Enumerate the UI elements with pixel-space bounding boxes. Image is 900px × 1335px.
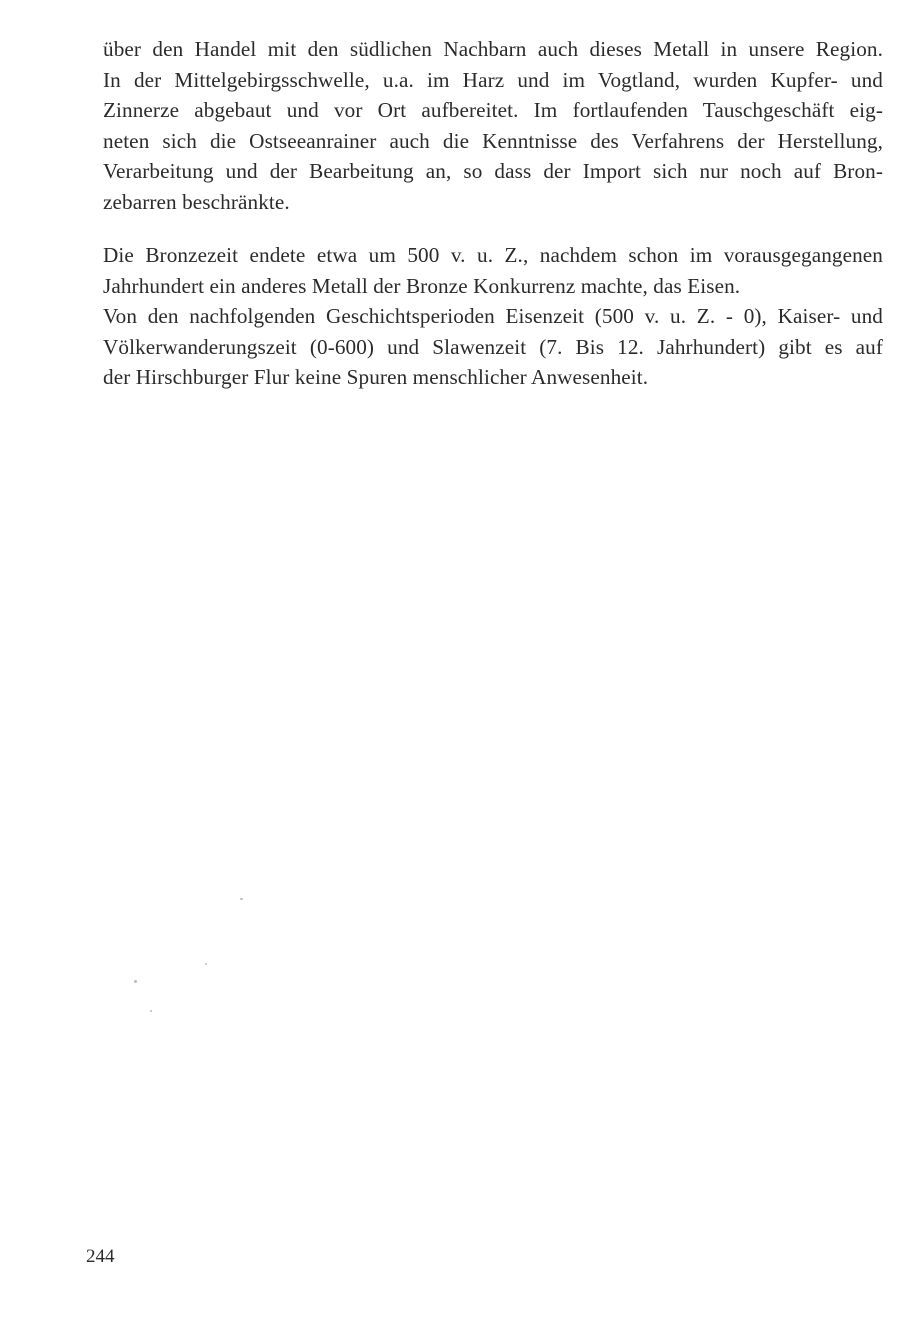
paragraph-1 — [103, 34, 883, 218]
text-line: Völkerwanderungszeit (0-600) und Slawenzeit (7. Bis 12. Jahrhundert) gibt es auf — [103, 334, 883, 359]
scan-speck — [134, 980, 137, 983]
text-line: Jahrhundert ein anderes Metall der Bronze Konkurrenz machte, das Eisen. — [103, 273, 741, 298]
text-line: Von den nachfolgenden Geschichtsperioden Eisenzeit (500 v. u. Z. - 0), Kaiser- und — [103, 304, 883, 329]
text-line: Verarbeitung und der Bearbeitung an, so dass der Import sich nur noch auf Bron- — [103, 159, 883, 184]
text-line: über den Handel mit den südlichen Nachbarn auch dieses Metall in unsere Region. — [103, 37, 883, 61]
text-line: der Hirschburger Flur keine Spuren menschlicher Anwesenheit. — [103, 365, 649, 390]
text-line: Die Bronzezeit endete etwa um 500 v. u. Z., nachdem schon im vorausgegangenen — [103, 243, 883, 267]
text-line: In der Mittelgebirgsschwelle, u.a. im Harz und im Vogtland, wurden Kupfer- und — [103, 67, 883, 92]
scan-speck — [240, 898, 243, 900]
scan-speck — [150, 1010, 152, 1012]
page-number: 244 — [86, 1246, 115, 1267]
text-line: zebarren beschränkte. — [103, 189, 290, 214]
text-line: neten sich die Ostseeanrainer auch die Kenntnisse des Verfahrens der Herstellung, — [103, 128, 883, 153]
scan-speck — [205, 963, 207, 965]
paragraph-2 — [103, 240, 883, 393]
text-line: Zinnerze abgebaut und vor Ort aufbereitet. Im fortlaufenden Tauschgeschäft eig- — [103, 98, 883, 123]
